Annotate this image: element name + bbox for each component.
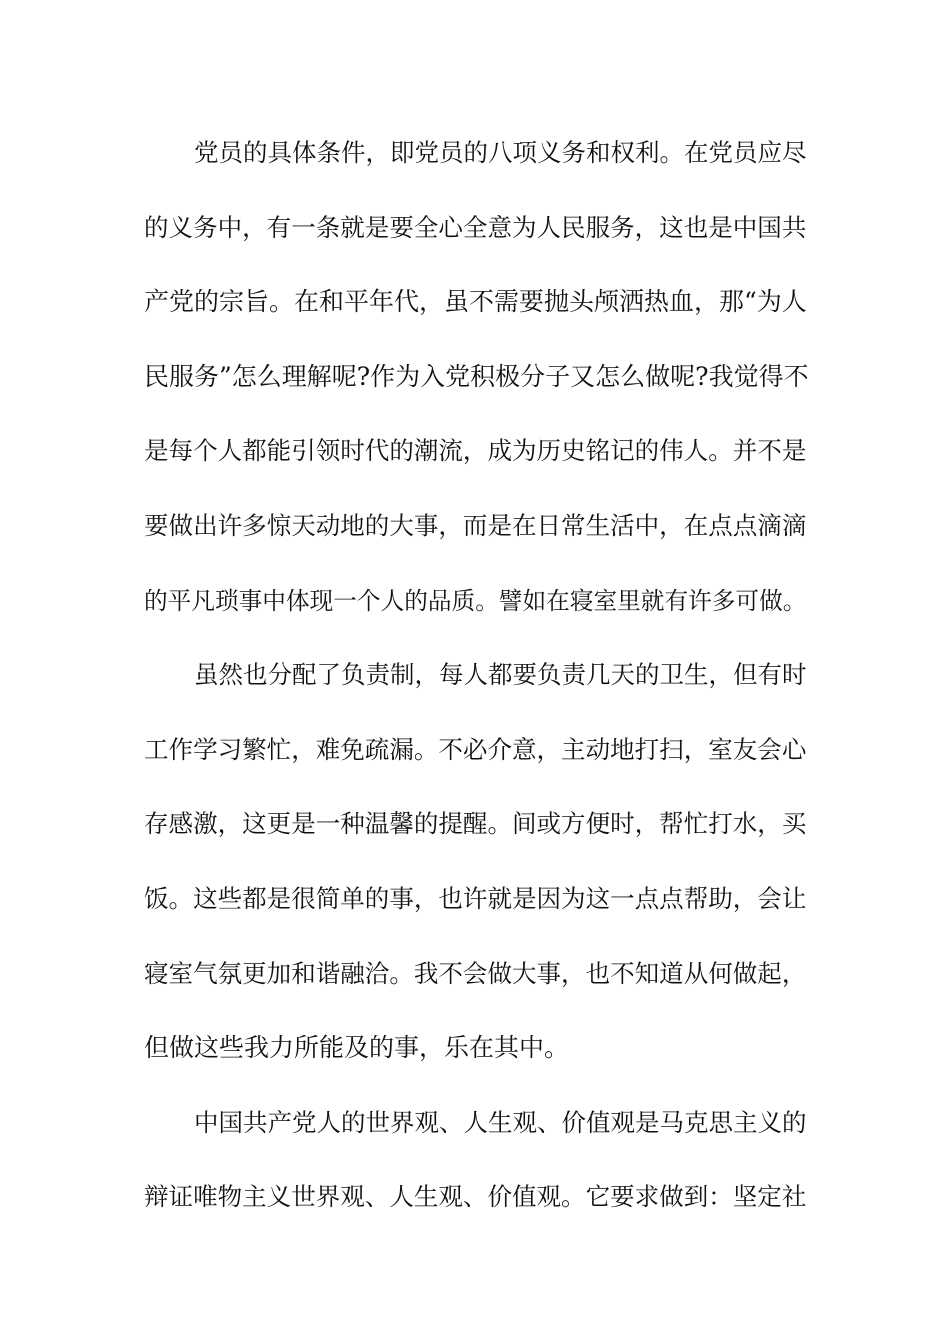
text-line: 饭。这些都是很简单的事，也许就是因为这一点点帮助，会让 xyxy=(144,883,807,913)
text-line: 存感激，这更是一种温馨的提醒。间或方便时，帮忙打水，买 xyxy=(144,809,807,839)
document-body xyxy=(144,126,810,1245)
text-line: 民服务”怎么理解呢?作为入党积极分子又怎么做呢?我觉得不 xyxy=(144,361,809,391)
text-line: 虽然也分配了负责制，每人都要负责几天的卫生，但有时 xyxy=(194,660,807,690)
text-line: 工作学习繁忙，难免疏漏。不必介意，主动地打扫，室友会心 xyxy=(144,734,807,764)
text-line: 要做出许多惊天动地的大事，而是在日常生活中，在点点滴滴 xyxy=(144,510,807,540)
text-line: 产党的宗旨。在和平年代，虽不需要抛头颅洒热血，那“为人 xyxy=(144,287,807,317)
text-line: 的平凡琐事中体现一个人的品质。譬如在寝室里就有许多可做。 xyxy=(144,586,807,615)
text-line: 辩证唯物主义世界观、人生观、价值观。它要求做到：坚定社 xyxy=(144,1182,807,1212)
text-line: 是每个人都能引领时代的潮流，成为历史铭记的伟人。并不是 xyxy=(144,436,807,466)
text-line: 寝室气氛更加和谐融洽。我不会做大事，也不知道从何做起， xyxy=(144,958,807,988)
text-line: 中国共产党人的世界观、人生观、价值观是马克思主义的 xyxy=(194,1107,807,1137)
text-line: 的义务中，有一条就是要全心全意为人民服务，这也是中国共 xyxy=(144,212,807,242)
text-line: 党员的具体条件，即党员的八项义务和权利。在党员应尽 xyxy=(194,138,807,167)
text-line: 但做这些我力所能及的事，乐在其中。 xyxy=(144,1033,570,1063)
